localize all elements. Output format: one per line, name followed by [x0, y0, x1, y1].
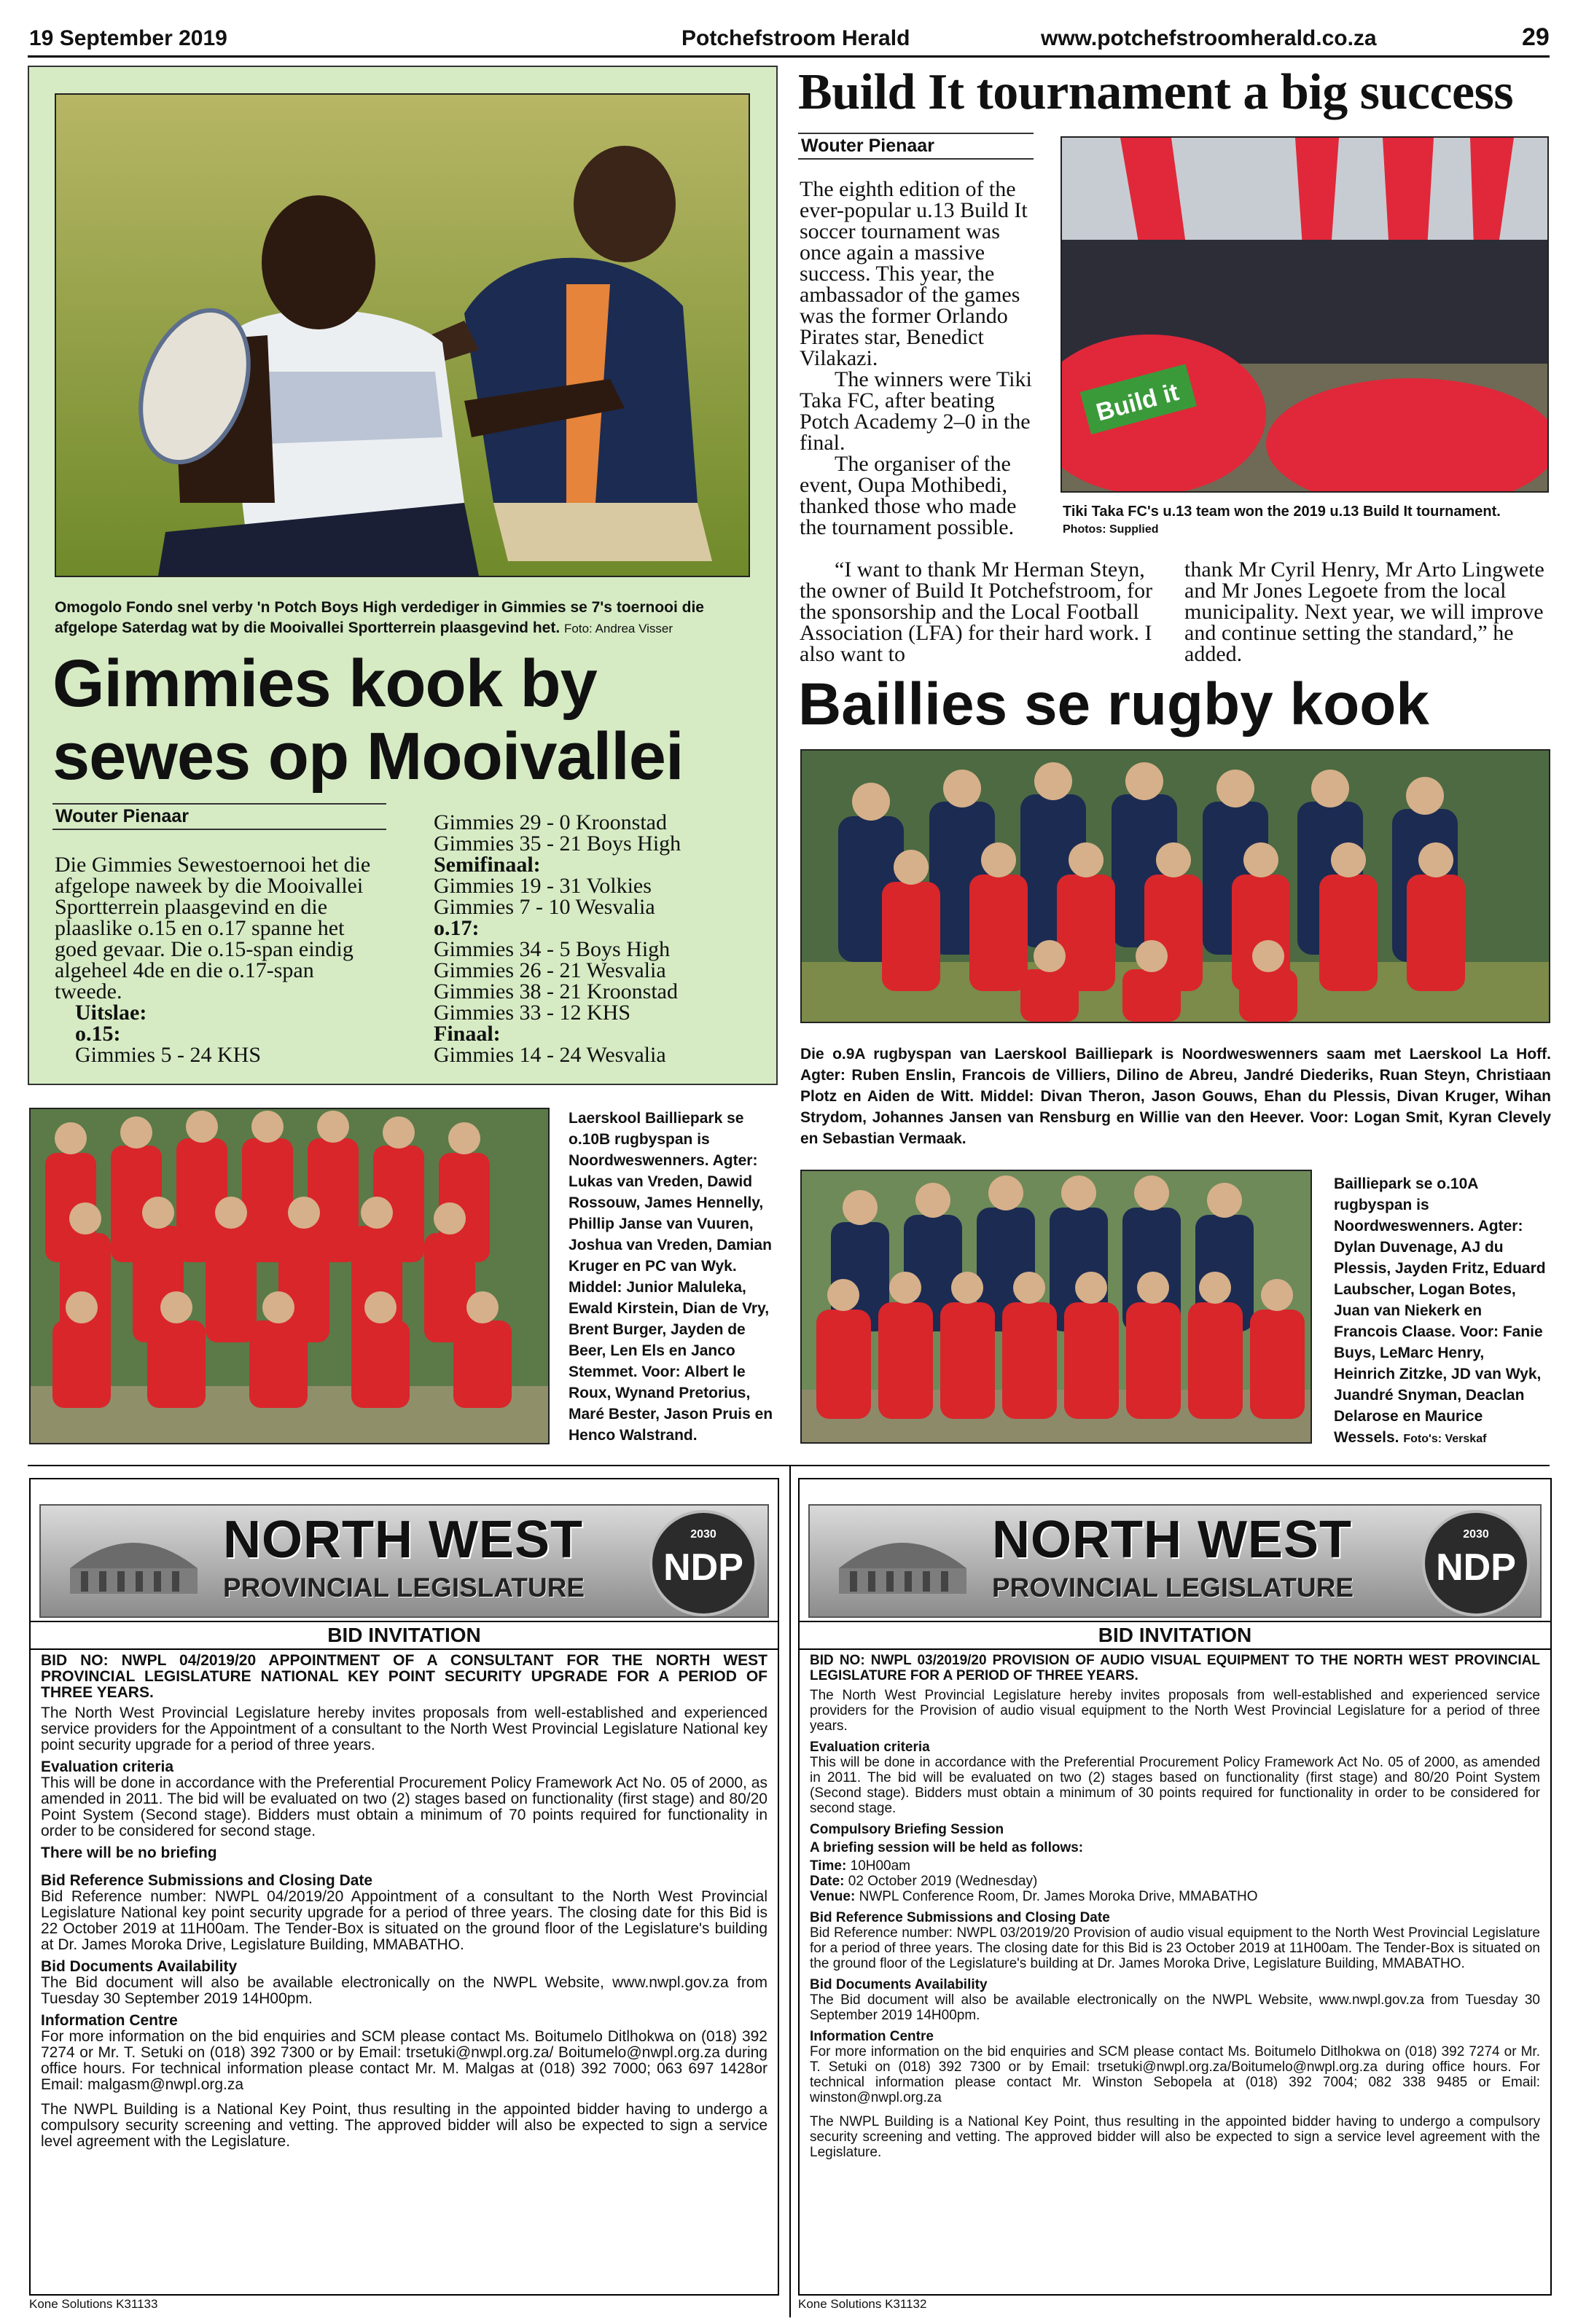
buildit-byline: Wouter Pienaar — [798, 133, 1034, 160]
eval-text: This will be done in accordance with the Preferential Procurement Policy Framework Act No. 05 of 2000, as amended in 2011. The bid will be evaluated on two (2) stages based on functionality (first stage) and 80/20 Point System (Second stage). Bidders must obtain a minimum of 30 points required for functionality in order to be considered for second stage. — [810, 1755, 1540, 1816]
ad-left-footer: Kone Solutions K31133 — [29, 2297, 158, 2311]
baillies-headline: Baillies se rugby kook — [798, 671, 1429, 738]
docs-heading: Bid Documents Availability — [810, 1977, 988, 1992]
nkp-text: The NWPL Building is a National Key Point, thus resulting in the appointed bidder having to undergo a compulsory security screening and vetting. The approved bidder will also be expected to sign a service level agreement with the Legislature. — [41, 2101, 767, 2150]
docs-heading: Bid Documents Availability — [41, 1958, 238, 1975]
briefing-intro: A briefing session will be held as follows: — [810, 1840, 1084, 1855]
u17-result: Gimmies 34 - 5 Boys High — [434, 937, 671, 961]
semi-result: Gimmies 19 - 31 Volkies — [434, 874, 652, 898]
u17-result: Gimmies 38 - 21 Kroonstad — [434, 979, 678, 1003]
semi-label: Semifinaal: — [434, 853, 541, 877]
briefing-date — [810, 1874, 1540, 1889]
gimmies-photo-credit: Foto: Andrea Visser — [564, 622, 673, 635]
gimmies-column-1 — [55, 854, 386, 1065]
gimmies-byline: Wouter Pienaar — [52, 803, 386, 830]
team-9a-photo — [800, 749, 1550, 1023]
gimmies-headline-line-2: sewes op Mooivallei — [52, 719, 684, 794]
u17-result: Gimmies 26 - 21 Wesvalia — [434, 958, 666, 982]
briefing-time — [810, 1858, 1540, 1874]
team-10a-caption-text: Bailliepark se o.10A rugbyspan is Noordweswenners. Agter: Dylan Duvenage, AJ du Plessis, Jayden Fritz, Eduard Laubscher, Logan Botes, Juan van Niekerk en Francois Claase. Voor: Fanie Buys, LeMarc Henry, Heinrich Zitzke, JD van Wyk, Juandré Snyman, Deaclan Delarose en Maurice Wessels. — [1334, 1175, 1546, 1446]
results-label: Uitslae: — [75, 1001, 147, 1025]
final-label: Finaal: — [434, 1022, 501, 1046]
u17-label: o.17: — [434, 916, 480, 940]
ad-banner — [39, 1504, 769, 1618]
buildit-paragraph: The winners were Tiki Taka FC, after beating Potch Academy 2–0 in the final. — [800, 367, 1032, 455]
bid-invitation-heading: BID INVITATION — [800, 1621, 1550, 1650]
legislature-building-icon — [832, 1525, 974, 1597]
team-10a-photo — [800, 1170, 1312, 1444]
ads-column-divider — [789, 1465, 791, 2317]
ad-intro: The North West Provincial Legislature hereby invites proposals from well-established and experienced service providers for the Provision of audio visual equipment to the North West Provincial Legislature for a period of three years. — [810, 1688, 1540, 1734]
ref-text: Bid Reference number: NWPL 03/2019/20 Provision of audio visual equipment to the North West Provincial Legislature for a period of three years. The closing date for this Bid is 23 October 2019 at 11H00am. The Tender-Box is situated on the ground floor of the Legislature's building at Dr. James Moroka Drive, Legislature Building, MMABATHO. — [810, 1925, 1540, 1971]
buildit-photo — [1061, 136, 1549, 493]
ad-right-footer: Kone Solutions K31132 — [798, 2297, 927, 2311]
info-heading: Information Centre — [810, 2029, 934, 2044]
team-9a-illustration — [802, 751, 1549, 1022]
buildit-paragraph: The eighth edition of the ever-popular u.13 Build It soccer tournament was once again a massive success. This year, the ambassador of the games was the former Orlando Pirates star, Benedict Vilakazi. — [800, 177, 1028, 370]
ndp-text: NDP — [1436, 1546, 1516, 1589]
buildit-column-1b: “I want to thank Mr Herman Steyn, the owner of Build It Potchefstroom, for the sponsorship and the Local Football Association (LFA) for their hard work. I also want to — [800, 557, 1153, 666]
ref-text: Bid Reference number: NWPL 04/2019/20 Appointment of a consultant to the North West Provincial Legislature National key point security upgrade for a period of three years. The closing date for this Bid is 22 October 2019 at 11H00am. The Tender-Box is situated on the ground floor of the Legislature's building at Dr. James Moroka Drive, Legislature Building, MMABATHO. — [41, 1888, 767, 1953]
u15-result: Gimmies 5 - 24 KHS — [75, 1043, 261, 1067]
gimmies-caption-text: Omogolo Fondo snel verby 'n Potch Boys High verdediger in Gimmies se 7's toernooi die afgelope Saterdag wat by die Mooivallei Sportterrein plaasgevind het. — [55, 599, 704, 636]
ad-body — [41, 1653, 767, 2154]
info-text: For more information on the bid enquiries and SCM please contact Ms. Boitumelo Ditlhokwa on (018) 392 7274 or Mr. T. Setuki on (018) 392 7300 or by Email: trsetuki@nwpl.org.za/Boitumelo@nwpl.org.za during office hours. For technical information please contact Mr. Winston Sebopela at (018) 392 7004; 082 338 9485 or Email: winston@nwpl.org.za — [810, 2044, 1540, 2105]
gimmies-photo — [55, 93, 750, 577]
team-10b-caption: Laerskool Bailliepark se o.10B rugbyspan is Noordweswenners. Agter: Lukas van Vreden, Dawid Rossouw, James Hennelly, Phillip Janse van Vuuren, Joshua van Vreden, Damian Kruger en PC van Wyk. Middel: Junior Maluleka, Ewald Kirstein, Dian de Vry, Brent Burger, Jayden de Beer, Len Els en Janco Stemmet. Voor: Albert le Roux, Wynand Pretorius, Maré Bester, Jason Pruis en Henco Walstrand. — [569, 1110, 773, 1444]
bid-number: BID NO: NWPL 04/2019/20 APPOINTMENT OF A CONSULTANT FOR THE NORTH WEST PROVINCIAL LEGISLATURE NATIONAL KEY POINT SECURITY UPGRADE FOR A PERIOD OF THREE YEARS. — [41, 1652, 767, 1701]
final-result: Gimmies 14 - 24 Wesvalia — [434, 1043, 666, 1067]
buildit-column-2: thank Mr Cyril Henry, Mr Arto Lingwete and Mr Jones Legoete from the local municipality. Next year, we will improve and continue setting the standard,” he added. — [1184, 557, 1544, 666]
eval-heading: Evaluation criteria — [810, 1740, 930, 1755]
ndp-logo — [1422, 1510, 1530, 1616]
legislature-building-icon — [63, 1525, 205, 1597]
gimmies-photo-caption — [55, 598, 740, 639]
team-9a-caption: Die o.9A rugbyspan van Laerskool Bailliepark is Noordweswenners saam met Laerskool La Hoff. Agter: Ruben Enslin, Francois de Villiers, Dilino de Abreu, Jandré Diederiks, Ruan Steyn, Christiaan Plotz en Aiden de Witt. Middel: Divan Theron, Jason Gouws, Ehan du Plessis, Divan Kruger, Wihan Strydom, Johannes Jansen van Rensburg en Willie van den Heever. Voor: Logan Smit, Kyran Clevely en Sebastian Vermaak. — [800, 1046, 1551, 1147]
ndp-year: 2030 — [690, 1528, 716, 1541]
venue-value: NWPL Conference Room, Dr. James Moroka Drive, MMABATHO — [859, 1889, 1258, 1904]
buildit-column-1 — [800, 179, 1034, 538]
semi-result: Gimmies 7 - 10 Wesvalia — [434, 895, 655, 919]
rugby-player-illustration — [56, 95, 749, 576]
eval-text: This will be done in accordance with the Preferential Procurement Policy Framework Act No. 05 of 2000, as amended in 2011. The bid will be evaluated on two (2) stages based on functionality (first stage) and 80/20 Point System (Second stage). Bidders must obtain a minimum of 70 points required for functionality in order to be considered for second stage. — [41, 1775, 767, 1839]
u17-result: Gimmies 33 - 12 KHS — [434, 1001, 630, 1025]
bid-invitation-heading: BID INVITATION — [31, 1621, 778, 1650]
briefing-heading: Compulsory Briefing Session — [810, 1822, 1004, 1837]
buildit-banner-text: Build it — [1093, 377, 1182, 427]
issue-date: 19 September 2019 — [29, 26, 227, 50]
docs-text: The Bid document will also be available electronically on the NWPL Website, www.nwpl.gov.za from Tuesday 30 September 2019 14H00pm. — [810, 1992, 1540, 2023]
buildit-paragraph: The organiser of the event, Oupa Mothibedi, thanked those who made the tournament possible. — [800, 452, 1017, 539]
venue-label: Venue: — [810, 1889, 856, 1904]
ndp-year: 2030 — [1463, 1528, 1489, 1541]
eval-heading: Evaluation criteria — [41, 1758, 174, 1775]
bid-number: BID NO: NWPL 03/2019/20 PROVISION OF AUDIO VISUAL EQUIPMENT TO THE NORTH WEST PROVINCIAL LEGISLATURE FOR A PERIOD OF THREE YEARS. — [810, 1653, 1540, 1683]
ref-heading: Bid Reference Submissions and Closing Date — [810, 1910, 1110, 1925]
date-label: Date: — [810, 1874, 845, 1889]
ad-subtitle: PROVINCIAL LEGISLATURE — [992, 1573, 1354, 1603]
gimmies-headline-line-1: Gimmies kook by — [52, 646, 597, 721]
team-10a-illustration — [802, 1171, 1311, 1442]
ndp-text: NDP — [663, 1546, 743, 1589]
team-10b-illustration — [31, 1109, 548, 1443]
paper-name: Potchefstroom Herald — [681, 26, 910, 50]
page-number: 29 — [1522, 23, 1550, 51]
ad-banner — [808, 1504, 1542, 1618]
ndp-logo — [649, 1510, 757, 1616]
ad-title: NORTH WEST — [223, 1511, 583, 1569]
info-heading: Information Centre — [41, 2012, 178, 2029]
gimmies-headline — [52, 647, 684, 793]
bid-ad-left — [29, 1478, 779, 2296]
briefing-note: There will be no briefing — [41, 1844, 217, 1861]
buildit-headline: Build It tournament a big success — [798, 64, 1514, 120]
soccer-team-illustration — [1062, 138, 1547, 491]
header-rule — [28, 55, 1550, 58]
ad-body — [810, 1653, 1540, 2164]
gimmies-intro: Die Gimmies Sewestoernooi het die afgelope naweek by die Mooivallei Sportterrein plaasgevind en die plaaslike o.15 en o.17 spanne het goed gevaar. Die o.15-span eindig algeheel 4de en die o.17-span tweede. — [55, 853, 371, 1003]
info-text: For more information on the bid enquiries and SCM please contact Ms. Boitumelo Ditlhokwa on (018) 392 7274 or Mr. T. Setuki on (018) 392 7300 or by Email: trsetuki@nwpl.org.za/ Boitumelo@nwpl.org.za during office hours. For technical information please contact Mr. M. Malgas at (018) 392 7000; 063 697 1428or Email: malgasm@nwpl.org.za — [41, 2028, 767, 2093]
bid-ad-right — [798, 1478, 1552, 2296]
docs-text: The Bid document will also be available electronically on the NWPL Website, www.nwpl.gov.za from Tuesday 30 September 2019 14H00pm. — [41, 1974, 767, 2007]
buildit-photo-credit: Photos: Supplied — [1063, 523, 1159, 536]
time-label: Time: — [810, 1858, 847, 1874]
team-10a-caption — [1334, 1173, 1547, 1449]
ads-divider — [28, 1465, 1550, 1466]
team-10b-photo — [29, 1108, 550, 1444]
time-value: 10H00am — [850, 1858, 911, 1874]
team-10a-credit: Foto's: Verskaf — [1403, 1433, 1487, 1445]
u15-label: o.15: — [75, 1022, 121, 1046]
paper-url[interactable]: www.potchefstroomherald.co.za — [1041, 26, 1377, 50]
ad-title: NORTH WEST — [992, 1511, 1352, 1569]
briefing-venue — [810, 1889, 1540, 1904]
u15-result: Gimmies 35 - 21 Boys High — [434, 832, 681, 856]
u15-result: Gimmies 29 - 0 Kroonstad — [434, 810, 667, 834]
nkp-text: The NWPL Building is a National Key Point, thus resulting in the appointed bidder having to undergo a compulsory security screening and vetting. The approved bidder will also be expected to sign a service level agreement with the Legislature. — [810, 2114, 1540, 2160]
date-value: 02 October 2019 (Wednesday) — [848, 1874, 1038, 1889]
gimmies-column-2 — [434, 812, 754, 1065]
ad-intro: The North West Provincial Legislature hereby invites proposals from well-established and experienced service providers for the Appointment of a consultant to the North West Provincial Legislature National key point security upgrade for a period of three years. — [41, 1705, 767, 1753]
buildit-photo-caption: Tiki Taka FC's u.13 team won the 2019 u.13 Build It tournament. — [1063, 504, 1501, 520]
ref-heading: Bid Reference Submissions and Closing Date — [41, 1872, 373, 1889]
ad-subtitle: PROVINCIAL LEGISLATURE — [223, 1573, 585, 1603]
